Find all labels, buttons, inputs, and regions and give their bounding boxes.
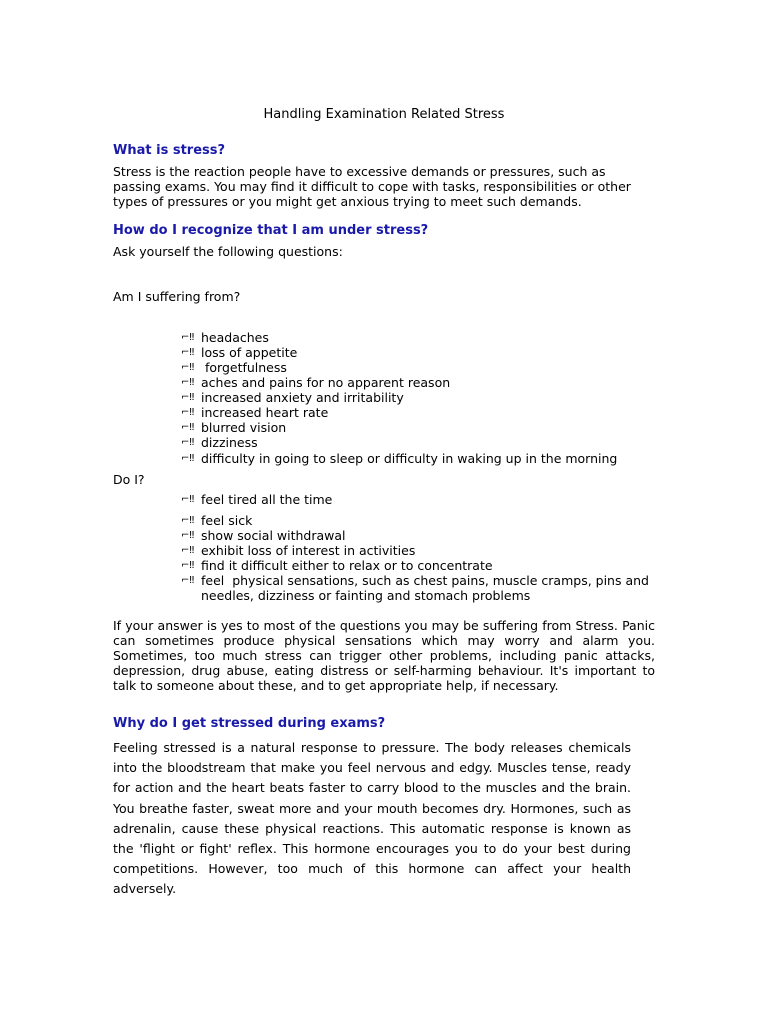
symptom-list xyxy=(181,330,617,466)
list-item: ⌐‼ difficulty in going to sleep or difficulty in waking up in the morning xyxy=(181,451,618,466)
list-item: ⌐‼ increased anxiety and irritability xyxy=(181,390,404,405)
bullet-icon: ⌐‼ xyxy=(181,347,195,358)
list-item: ⌐‼ dizziness xyxy=(181,435,258,450)
list-item: ⌐‼ feel sick xyxy=(181,513,253,528)
paragraph-why-stressed: Feeling stressed is a natural response to pressure. The body releases chemicals into the bloodstream that make you feel nervous and edgy. Muscles tense, ready for action and the heart beats faster to carry blood to the muscles and the brain. You breathe faster, sweat more and your mouth becomes dry. Hormones, such as adrenalin, cause these physical reactions. This automatic response is known as the 'flight or fight' reflex. This hormone encourages you to do your best during competitions. However, too much of this hormone can affect your health adversely. xyxy=(113,740,631,897)
heading-recognize-stress: How do I recognize that I am under stress? xyxy=(113,223,429,238)
list-item: ⌐‼ exhibit loss of interest in activities xyxy=(181,543,416,558)
behaviour-list xyxy=(181,492,661,603)
list-item: ⌐‼ feel tired all the time xyxy=(181,492,333,507)
heading-why-stressed: Why do I get stressed during exams? xyxy=(113,716,386,731)
bullet-icon: ⌐‼ xyxy=(181,407,195,418)
bullet-icon: ⌐‼ xyxy=(181,560,195,571)
list-item: ⌐‼ find it difficult either to relax or to concentrate xyxy=(181,558,493,573)
list-item: ⌐‼ feel physical sensations, such as chest pains, muscle cramps, pins and needles, dizziness or fainting and stomach problems xyxy=(181,573,653,603)
list-item: ⌐‼ blurred vision xyxy=(181,420,287,435)
paragraph-ask-questions: Ask yourself the following questions: xyxy=(113,244,343,259)
bullet-icon: ⌐‼ xyxy=(181,545,195,556)
bullet-icon: ⌐‼ xyxy=(181,332,195,343)
bullet-icon: ⌐‼ xyxy=(181,392,195,403)
question-do-i: Do I? xyxy=(113,472,145,487)
bullet-icon: ⌐‼ xyxy=(181,437,195,448)
bullet-icon: ⌐‼ xyxy=(181,453,195,464)
bullet-icon: ⌐‼ xyxy=(181,422,195,433)
bullet-icon: ⌐‼ xyxy=(181,377,195,388)
paragraph-conclusion: If your answer is yes to most of the questions you may be suffering from Stress. Panic can sometimes produce physical sensations which may worry and alarm you. Sometimes, too much stress can trigger other problems, including panic attacks, depression, drug abuse, eating distress or self-harming behaviour. It's important to talk to someone about these, and to get appropriate help, if necessary. xyxy=(113,618,655,693)
bullet-icon: ⌐‼ xyxy=(181,575,195,586)
question-suffering-from: Am I suffering from? xyxy=(113,289,241,304)
bullet-icon: ⌐‼ xyxy=(181,515,195,526)
page-title: Handling Examination Related Stress xyxy=(263,107,505,122)
list-item: ⌐‼ show social withdrawal xyxy=(181,528,346,543)
list-item: ⌐‼ headaches xyxy=(181,330,269,345)
bullet-icon: ⌐‼ xyxy=(181,362,195,373)
bullet-icon: ⌐‼ xyxy=(181,530,195,541)
heading-what-is-stress: What is stress? xyxy=(113,143,226,158)
list-item: ⌐‼ loss of appetite xyxy=(181,345,298,360)
list-item: ⌐‼ aches and pains for no apparent reason xyxy=(181,375,451,390)
bullet-icon: ⌐‼ xyxy=(181,494,195,505)
list-item: ⌐‼ forgetfulness xyxy=(181,360,287,375)
list-item: ⌐‼ increased heart rate xyxy=(181,405,329,420)
paragraph-what-is-stress: Stress is the reaction people have to excessive demands or pressures, such as passing exams. You may find it difficult to cope with tasks, responsibilities or other types of pressures or you might get anxious trying to meet such demands. xyxy=(113,164,631,209)
